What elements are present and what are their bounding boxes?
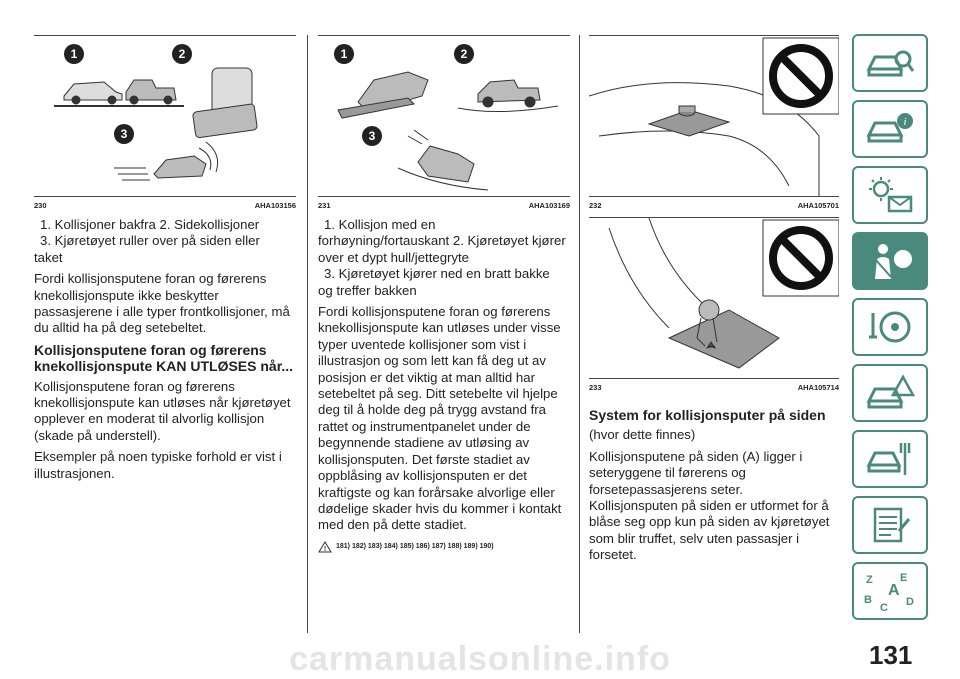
tab-checklist[interactable]: [852, 496, 928, 554]
marker-2: 2: [460, 47, 468, 61]
caption-line: taket: [34, 249, 63, 265]
seat-airbag-illustration: [589, 36, 839, 196]
marker-3: 3: [368, 129, 376, 143]
chapter-tabs: [852, 34, 928, 628]
marker-2: 2: [178, 47, 186, 61]
warning-lights-icon: [865, 175, 915, 215]
tab-car-search[interactable]: [852, 34, 928, 92]
svg-text:B: B: [864, 594, 872, 606]
svg-text:i: i: [903, 116, 907, 128]
figure-code: AHA105701: [797, 201, 839, 210]
column-2: [318, 35, 570, 555]
caption-line: 3. Kjøretøyet kjører ned en bratt bakke: [324, 266, 550, 282]
no-symbol-icon: [763, 220, 839, 296]
figure-code: AHA105714: [797, 383, 839, 392]
figure-number: 233: [589, 383, 602, 392]
watermark: carmanualsonline.info: [289, 640, 671, 678]
figure-231: [318, 35, 570, 197]
caption-line: 3. Kjøretøyet ruller over på siden eller: [40, 233, 260, 249]
body-paragraph: Fordi kollisjonsputene foran og førerens knekollisjonspute kan utløses under visse typer uventede kollisjoner som vist i illustrasjon og som lett kan få deg ut av posisjon er det viktig at man alltid har setebeltet på seg. Ditt setebelte vil hjelpe deg til å holde deg på trygg avstand fra rattet og instrumentpanelet under de begynnende stadiene av utløsing av kollisjonsputen. Det første stadiet av oppblåsing av kollisjonsputen er det kraftigste og kan forårsake alvorlige eller dødelige skader hvis du kommer i kontakt med den på dette stadiet.: [318, 304, 562, 533]
collision-types-illustration: [34, 36, 296, 196]
tab-steering-key[interactable]: [852, 298, 928, 356]
car-warning-icon: [865, 373, 915, 413]
section-heading: Kollisjonsputene foran og førerens knekollisjonspute KAN UTLØSES når...: [34, 341, 294, 375]
figure-number: 230: [34, 201, 47, 210]
steering-key-icon: [865, 307, 915, 347]
body-paragraph: Kollisjonsputene foran og førerens knekollisjonspute kan utløses når kjøretøyet opplever en moderat til alvorlig kollisjon (skade på understell).: [34, 378, 291, 443]
tab-car-warning[interactable]: [852, 364, 928, 422]
body-paragraph: Kollisjonsputene på siden (A) ligger i seteryggene til førerens og forsetepassasjerens seter.: [589, 448, 803, 497]
svg-text:D: D: [906, 596, 914, 608]
svg-text:C: C: [880, 602, 888, 613]
warning-triangle-icon: [318, 541, 332, 553]
warning-references: [318, 539, 570, 555]
marker-1: 1: [340, 47, 348, 61]
tab-car-info[interactable]: [852, 100, 928, 158]
checklist-icon: [865, 505, 915, 545]
figure-caption: [589, 197, 839, 211]
ignition-key-illustration: [589, 218, 839, 378]
caption-line: 1. Kollisjon med en: [324, 217, 436, 232]
svg-text:E: E: [900, 572, 908, 584]
svg-text:Z: Z: [866, 574, 873, 586]
figure-caption: [34, 197, 296, 211]
column-1: [34, 35, 296, 487]
marker-3: 3: [120, 127, 128, 141]
column-divider: [579, 35, 580, 633]
figure-caption: [589, 379, 839, 393]
body-paragraph: (hvor dette finnes): [589, 427, 696, 443]
body-paragraph: Kollisjonsputen på siden er utformet for å blåse seg opp kun på siden av kjøretøyet som blir truffet, selv uten passasjer i forsetet.: [589, 498, 830, 563]
unexpected-collision-illustration: [318, 36, 570, 196]
alphabet-index-icon: [860, 569, 920, 613]
body-paragraph: Eksempler på noen typiske forhold er vist i illustrasjonen.: [34, 449, 282, 481]
caption-line: og treffer bakken: [318, 282, 417, 298]
no-symbol-icon: [763, 38, 839, 114]
svg-text:!: !: [323, 545, 327, 553]
caption-line: forhøyning/fortauskant 2. Kjøretøyet kjører over et dypt hull/jettegryte: [318, 233, 566, 265]
svg-text:A: A: [888, 582, 900, 599]
car-info-icon: [865, 111, 915, 147]
page-number: 131: [869, 640, 913, 670]
tab-car-tools[interactable]: [852, 430, 928, 488]
tab-warning-lights[interactable]: [852, 166, 928, 224]
airbag-seatbelt-icon: [865, 241, 915, 281]
figure-code: AHA103169: [528, 201, 570, 210]
body-paragraph: Fordi kollisjonsputene foran og førerens knekollisjonspute ikke beskytter passasjerene i alle typer frontkollisjoner, må du alltid ha på deg setebeltet.: [34, 271, 290, 336]
caption-line: 1. Kollisjoner bakfra 2. Sidekollisjoner: [40, 217, 260, 232]
figure-232: [589, 35, 839, 197]
section-heading: System for kollisjonsputer på siden: [589, 407, 826, 423]
warning-refs-text: 181) 182) 183) 184) 185) 186) 187) 188) 189) 190): [336, 542, 494, 550]
column-divider: [307, 35, 308, 633]
figure-233: [589, 217, 839, 379]
figure-number: 231: [318, 201, 331, 210]
figure-caption: [318, 197, 570, 211]
column-3: [589, 35, 839, 569]
figure-230: [34, 35, 296, 197]
car-search-icon: [865, 45, 915, 81]
figure-number: 232: [589, 201, 602, 210]
figure-code: AHA103156: [254, 201, 296, 210]
marker-1: 1: [70, 47, 78, 61]
tab-alphabet-index[interactable]: [852, 562, 928, 620]
tab-airbag-seatbelt[interactable]: [852, 232, 928, 290]
car-tools-icon: [865, 439, 915, 479]
